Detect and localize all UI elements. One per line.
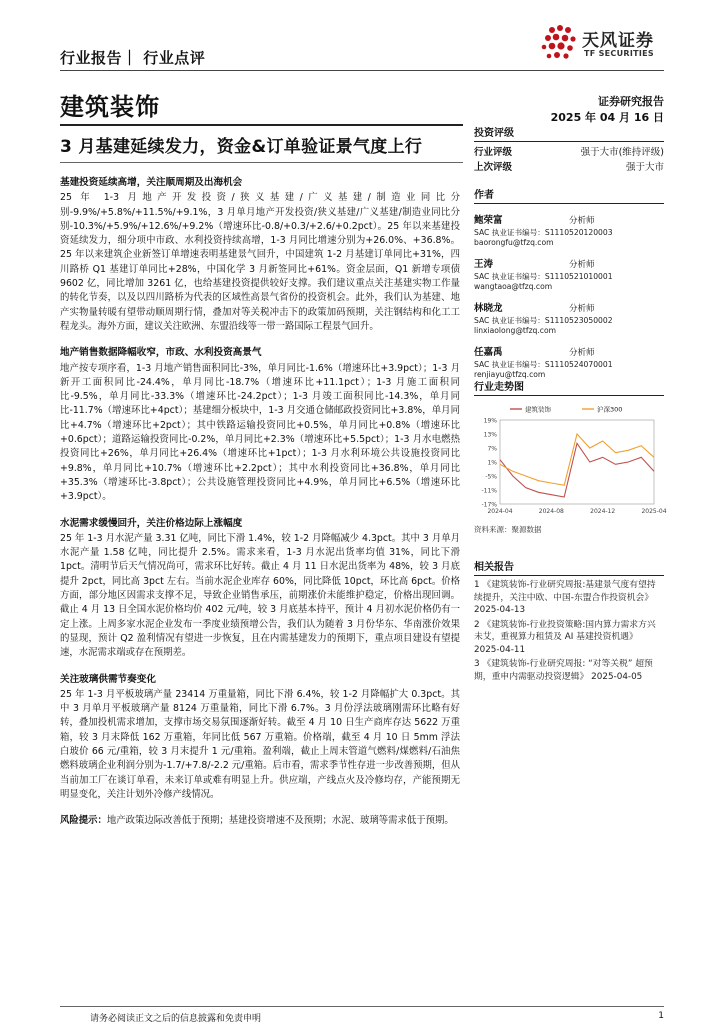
- author-sac: SAC 执业证书编号：S1110523050002: [474, 316, 613, 325]
- author-role: 分析师: [569, 216, 595, 226]
- related-report-link[interactable]: 2 《建筑装饰-行业投资策略:国内算力需求方兴未艾，重视算力租赁及 AI 基建投资机遇》 2025-04-11: [474, 619, 656, 655]
- rating-key: 上次评级: [474, 162, 513, 173]
- author-name: 任嘉禹: [474, 347, 503, 358]
- rating-value: 强于大市(维持评级): [580, 147, 664, 158]
- author-role: 分析师: [569, 304, 595, 314]
- series-line: [500, 443, 654, 497]
- sector-title: 建筑装饰: [60, 93, 160, 121]
- x-tick-label: 2024-08: [538, 508, 564, 515]
- related-heading: 相关报告: [474, 558, 664, 576]
- y-tick-label: -11%: [481, 487, 497, 495]
- chart-frame: [500, 420, 654, 504]
- header-divider: [60, 70, 664, 71]
- publication-type: 证券研究报告: [598, 95, 664, 108]
- author-name: 林晓龙: [474, 303, 503, 314]
- logo-text: 天风证券: [582, 31, 654, 51]
- x-tick-label: 2024-04: [487, 508, 513, 515]
- rating-panel: [474, 124, 664, 175]
- author-email[interactable]: baorongfu@tfzq.com: [474, 238, 554, 247]
- y-tick-label: 7%: [487, 445, 497, 453]
- rating-value: 强于大市: [625, 162, 664, 173]
- risk-warning: [60, 814, 460, 828]
- trend-panel: [474, 378, 667, 535]
- section-heading: 水泥需求缓慢回升，关注价格边际上涨幅度: [60, 517, 243, 529]
- section-body: 25 年 1-3 月地产开发投资/狭义基建/广义基建/制造业同比分别-9.9%/+5.8%/+11.5%/+9.1%，3 月单月地产开发投资/狭义基建/广义基建/制造业同比分别-10.3%/+5.9%/+12.6%/+9.2%（增速环比-0.8/+0.3/+2.6/+0.2pct）。25 年以来基建投资延续发力，细分项中市政、水利投资持续高增，1-3 月同比增速分别为+26.0%、+36.8%。25 年以来建筑企业新签订单增速表明基建景气回升，中国建筑 1-2 月基建订单同比+31%，四川路桥 Q1 基建订单同比+28%，中国化学 3 月新签同比+61%。资金层面，Q1 新增专项债 9602 亿，同比增加 3261 亿，也给基建投资提供较好支撑。我们建议重点关注基建实物工作量的转化节奏，以及以四川路桥为代表的区域性高景气省份的投资机会。此外，我们认为基建、地产实物量转暖有望带动顺周期行情，叠加对等关税冲击下的政策加码预期，关注钢结构和化工工程龙头。海外方面，建议关注欧洲、东盟沿线等一带一路国际工程景气回升。: [60, 192, 460, 332]
- risk-text: 地产政策边际改善低于预期；基建投资增速不及预期；水泥、玻璃等需求低于预期。: [106, 815, 454, 827]
- series-line: [500, 434, 654, 485]
- rating-key: 行业评级: [474, 147, 513, 158]
- legend-label: 沪深300: [597, 405, 623, 414]
- page-number: 1: [658, 1011, 664, 1021]
- footer-disclaimer: 请务必阅读正文之后的信息披露和免责申明: [90, 1014, 262, 1024]
- x-tick-label: 2025-04: [641, 508, 667, 515]
- title-bottom-rule: [60, 162, 463, 163]
- section-heading: 关注玻璃供需节奏变化: [60, 673, 156, 685]
- author-entry: [474, 296, 664, 336]
- y-tick-label: 1%: [487, 459, 497, 467]
- report-type: 行业报告｜ 行业点评: [60, 49, 206, 67]
- author-sac: SAC 执业证书编号：S1110524070001: [474, 360, 613, 369]
- y-tick-label: 19%: [483, 417, 497, 425]
- report-title: 3 月基建延续发力，资金&订单验证景气度上行: [60, 137, 423, 157]
- related-panel: [474, 558, 664, 685]
- author-role: 分析师: [569, 260, 595, 270]
- y-tick-label: -17%: [481, 501, 497, 509]
- section-body: 25 年 1-3 月水泥产量 3.31 亿吨，同比下滑 1.4%，较 1-2 月降幅减少 4.3pct。其中 3 月单月水泥产量 1.58 亿吨，同比提升 2.5%。需求来看，1-3 月水泥出货率均值 31%，同比下滑 1pct。清明节后天气情况尚可，需求环比好转。截止 4 月 11 日水泥出货率为 48%，较 3 月底提升 2pct，同比高 3pct 左右。当前水泥企业库存 60%，同比降低 10pct，环比高 6pct。价格方面，部分地区因需求支撑不足，导致企业销售承压，前期涨价未能维护稳定，价格出现回调。截止 4 月 13 日全国水泥价格均价 402 元/吨，较 3 月底基本持平，预计 4 月初水泥价格仍有一定上涨。上周多家水泥企业发布一季度业绩预增公告，我们认为随着 3 月份华东、华南涨价效果的显现，预计 Q2 盈利情况有望进一步恢复，且在内需基建发力的预期下，重点项目建设有望提速，水泥需求端或存在预期差。: [60, 532, 460, 659]
- footer-divider: [60, 1006, 664, 1007]
- trend-chart: [474, 400, 667, 522]
- author-sac: SAC 执业证书编号：S1110520120003: [474, 228, 613, 237]
- author-entry: [474, 208, 664, 248]
- title-top-rule: [60, 124, 463, 126]
- logo-english: TF SECURITIES: [584, 49, 654, 58]
- chart-source: 资料来源：聚源数据: [474, 525, 542, 534]
- authors-heading: 作者: [474, 186, 664, 204]
- x-tick-label: 2024-12: [590, 508, 616, 515]
- author-role: 分析师: [569, 348, 595, 358]
- y-tick-label: 13%: [483, 431, 497, 439]
- authors-panel: [474, 186, 664, 384]
- publication-date: 2025 年 04 月 16 日: [550, 111, 664, 124]
- author-name: 王涛: [474, 259, 494, 270]
- section-heading: 基建投资延续高增，关注顺周期及出海机会: [60, 177, 243, 188]
- rating-row: [474, 145, 664, 160]
- rating-heading: 投资评级: [474, 124, 664, 142]
- section-heading: 地产销售数据降幅收窄，市政、水利投资高景气: [60, 347, 262, 359]
- author-email[interactable]: renjiayu@tfzq.com: [474, 370, 546, 379]
- y-tick-label: -5%: [485, 473, 497, 481]
- rating-row: [474, 160, 664, 175]
- legend-label: 建筑装饰: [525, 405, 551, 414]
- author-email[interactable]: wangtaoa@tfzq.com: [474, 282, 553, 291]
- author-entry: [474, 340, 664, 380]
- section-body: 地产按专项序看，1-3 月地产销售面积同比-3%，单月同比-1.6%（增速环比+3.9pct）；1-3 月新开工面积同比-24.4%，单月同比-18.7%（增速环比+11.1pct）；1-3 月施工面积同比-9.5%，单月同比-33.3%（增速环比-24.2pct）；1-3 月竣工面积同比-14.3%，单月同比-11.7%（增速环比+4pct）；基建细分板块中，1-3 月交通仓储邮政投资同比+3.8%，单月同比+4.7%（增速环比+2pct）；其中铁路运输投资同比+0.5%，单月同比+0.8%（增速环比+0.6pct）；道路运输投资同比-0.2%，单月同比+2.3%（增速环比+5.5pct）；1-3 月水电燃热投资同比+26%，单月同比+26.4%（增速环比+1pct）；1-3 月水利环境公共设施投资同比+9.8%，单月同比+10.7%（增速环比+2.2pct）；其中水利投资同比+36.8%，单月同比+35.3%（增速环比-3.8pct）；公共设施管理投资同比+4.9%，单月同比+6.5%（增速环比+3.9pct）。: [60, 362, 460, 503]
- section-body: 25 年 1-3 月平板玻璃产量 23414 万重量箱，同比下滑 6.4%，较 1-2 月降幅扩大 0.3pct。其中 3 月单月平板玻璃产量 8124 万重量箱，同比下滑 6.7%。3 月份浮法玻璃刚需环比略有好转，叠加投机需求增加，支撑市场交易氛围逐渐好转。截至 4 月 10 日生产商库存达 5622 万重箱，较 3 月末降低 162 万重箱，年同比低 567 万重箱。价格端，截至 4 月 10 日 5mm 浮法白玻价 66 元/重箱，较 3 月末提升 1 元/重箱。盈利端，截止上周末管道气燃料/煤燃料/石油焦燃料玻璃企业利润分别为-1.7/+7.8/-2.2 元/重箱。后市看，需求季节性存进一步改善预期，但从当前加工厂在谈订单看，未来订单或难有明显上升。供应端，产线点火及冷修均存，产能预期无明显变化，关注计划外冷修产线情况。: [60, 688, 460, 800]
- trend-heading: 行业走势图: [474, 378, 664, 396]
- related-report-link[interactable]: 3 《建筑装饰-行业研究周报: “对等关税” 超预期，重申内需驱动投资逻辑》 2025-04-05: [474, 659, 653, 682]
- main-content: [60, 176, 460, 840]
- related-report-link[interactable]: 1 《建筑装饰-行业研究周报:基建景气度有望持续提升，关注中欧、中国-东盟合作投资机会》 2025-04-13: [474, 580, 656, 615]
- author-entry: [474, 252, 664, 292]
- risk-label: 风险提示：: [60, 815, 107, 827]
- author-name: 鲍荣富: [474, 215, 503, 226]
- author-email[interactable]: linxiaolong@tfzq.com: [474, 326, 557, 335]
- author-sac: SAC 执业证书编号：S1110521010001: [474, 272, 613, 281]
